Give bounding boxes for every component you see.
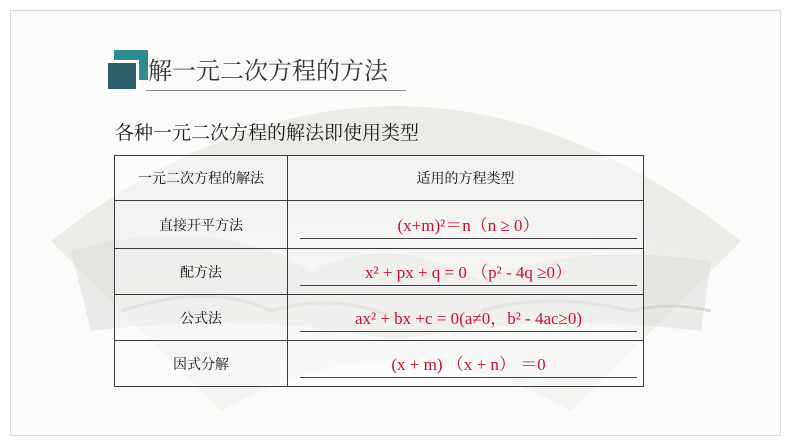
table-row (115, 201, 644, 249)
table-header-row (115, 156, 644, 201)
table-row (115, 295, 644, 341)
header-method: 一元二次方程的解法 (115, 156, 288, 201)
method-cell: 配方法 (115, 249, 288, 295)
formula-underline (300, 331, 637, 332)
method-cell: 公式法 (115, 295, 288, 341)
formula-underline (300, 238, 637, 239)
formula-underline (300, 377, 637, 378)
formula-cell (288, 341, 644, 387)
title-icon-square-front (108, 60, 139, 89)
table-row (115, 341, 644, 387)
table-row (115, 249, 644, 295)
formula-text: x² + px + q = 0 （p² - 4q ≥0） (365, 263, 572, 282)
header-equation-type: 适用的方程类型 (288, 156, 644, 201)
formula-cell (288, 249, 644, 295)
formula-cell (288, 295, 644, 341)
title-underline (146, 90, 406, 91)
formula-text: (x+m)²＝n（n ≥ 0） (397, 216, 540, 235)
method-cell: 因式分解 (115, 341, 288, 387)
method-cell: 直接开平方法 (115, 201, 288, 249)
formula-underline (300, 285, 637, 286)
formula-text: (x + m) （x + n） ＝0 (391, 355, 546, 374)
page-title: 解一元二次方程的方法 (148, 57, 388, 85)
formula-cell (288, 201, 644, 249)
formula-text: ax² + bx +c = 0(a≠0，b² - 4ac≥0) (354, 309, 583, 328)
methods-table (114, 155, 644, 387)
subtitle: 各种一元二次方程的解法即使用类型 (115, 122, 420, 144)
